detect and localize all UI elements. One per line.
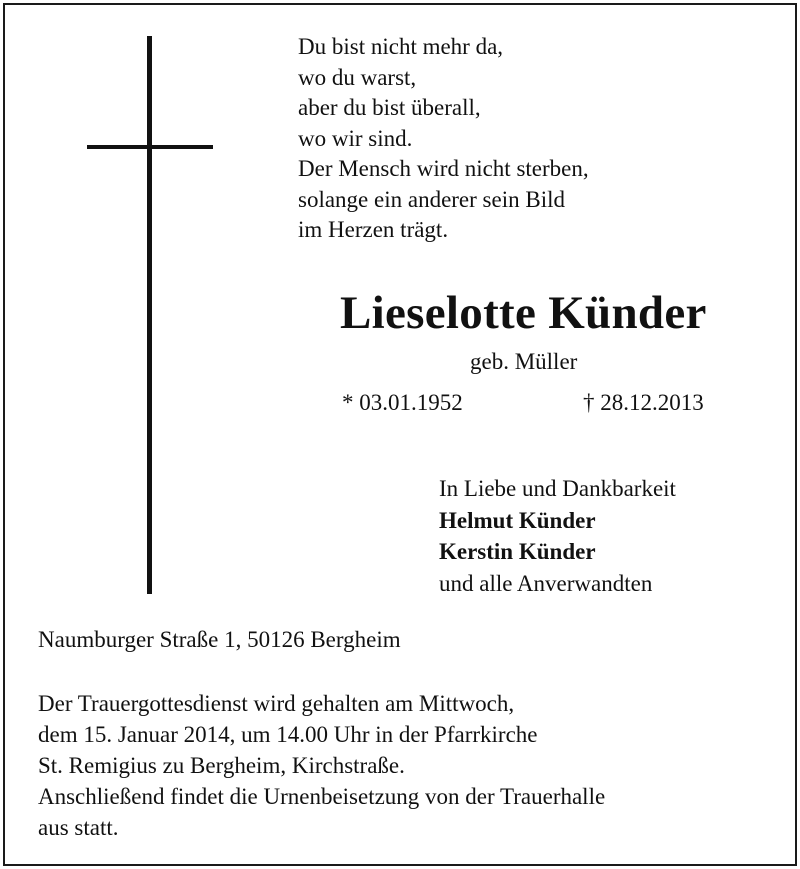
poem-line: wo wir sind. <box>298 125 413 151</box>
poem-line: solange ein anderer sein Bild <box>298 186 565 212</box>
mourners-closing: und alle Anverwandten <box>439 570 653 596</box>
poem-line: Der Mensch wird nicht sterben, <box>298 156 589 181</box>
mourner-name: Kerstin Künder <box>439 539 596 564</box>
maiden-name: geb. Müller <box>470 349 578 374</box>
poem-line: aber du bist überall, <box>298 95 481 120</box>
address: Naumburger Straße 1, 50126 Bergheim <box>38 627 401 652</box>
poem-line: wo du warst, <box>298 64 417 90</box>
service-line: dem 15. Januar 2014, um 14.00 Uhr in der Pfarrkirche <box>38 722 538 747</box>
mourners <box>439 473 676 599</box>
death-date: † 28.12.2013 <box>583 390 704 415</box>
service-line: Der Trauergottesdienst wird gehalten am Mittwoch, <box>38 691 515 716</box>
service-line: St. Remigius zu Bergheim, Kirchstraße. <box>38 753 405 778</box>
poem <box>298 32 589 246</box>
cross-icon-vertical-beam <box>147 36 152 594</box>
service-line: aus statt. <box>38 815 119 840</box>
service-line: Anschließend findet die Urnenbeisetzung von der Trauerhalle <box>38 784 606 809</box>
deceased-name: Lieselotte Künder <box>340 287 707 339</box>
service-info <box>38 688 605 843</box>
cross-icon-horizontal-beam <box>87 145 213 149</box>
mourners-intro: In Liebe und Dankbarkeit <box>439 476 676 501</box>
poem-line: Du bist nicht mehr da, <box>298 34 504 59</box>
birth-date: * 03.01.1952 <box>342 390 463 415</box>
mourner-name: Helmut Künder <box>439 507 596 533</box>
poem-line: im Herzen trägt. <box>298 217 449 242</box>
